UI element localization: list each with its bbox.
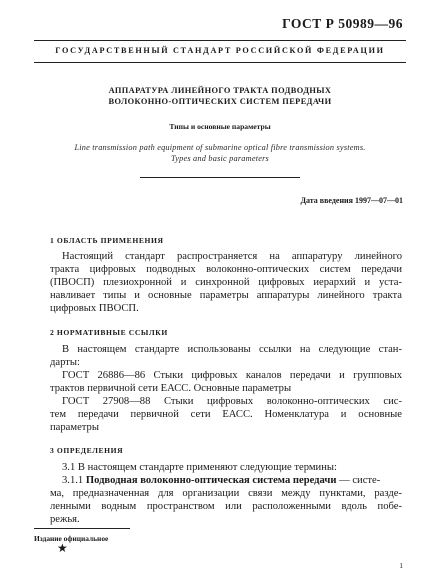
text-line: ленными водным пространством или расположенными вдоль побе- xyxy=(50,501,402,512)
title-line: ВОЛОКОННО-ОПТИЧЕСКИХ СИСТЕМ ПЕРЕДАЧИ xyxy=(108,97,332,106)
section-3-text xyxy=(50,461,402,526)
section-heading: 3 ОПРЕДЕЛЕНИЯ xyxy=(50,446,124,455)
text-line: дарты: xyxy=(50,357,80,368)
text-line: параметры xyxy=(50,422,99,433)
star-icon: ★ xyxy=(57,541,68,555)
text-line: (ПВОСП) плезиохронной и синхронной цифровых иерархий и уста- xyxy=(50,277,402,288)
standard-number: ГОСТ Р 50989—96 xyxy=(282,16,403,31)
text-line: трактов первичной сети ЕАСС. Основные параметры xyxy=(50,383,292,394)
title-rule xyxy=(34,62,406,63)
edition-label: Издание официальное xyxy=(34,534,109,543)
text-line: ГОСТ 26886—86 Стыки цифровых каналов передачи и групповых xyxy=(62,370,402,381)
text-line: режья. xyxy=(50,514,80,525)
title-line: АППАРАТУРА ЛИНЕЙНОГО ТРАКТА ПОДВОДНЫХ xyxy=(108,86,332,95)
text-line: тракта цифровых подводных волоконно-оптических систем передачи xyxy=(50,264,402,275)
section-heading: 2 НОРМАТИВНЫЕ ССЫЛКИ xyxy=(50,328,168,337)
document-title xyxy=(34,85,406,107)
intro-date: Дата введения 1997—07—01 xyxy=(300,196,403,205)
footer-rule xyxy=(34,528,130,529)
english-line: Types and basic parameters xyxy=(171,154,269,163)
text-line: В настоящем стандарте использованы ссылки на следующие стан- xyxy=(62,344,402,355)
document-subtitle: Типы и основные параметры xyxy=(169,122,271,131)
term-line xyxy=(50,474,402,487)
text-line: ГОСТ 27908—88 Стыки цифровых волоконно-оптических сис- xyxy=(62,396,402,407)
english-title xyxy=(34,142,406,164)
text-line: цифровых ПВОСП. xyxy=(50,303,139,314)
term-definition-start: — систе- xyxy=(336,475,381,486)
top-rule xyxy=(34,40,406,41)
english-line: Line transmission path equipment of submarine optical fibre transmission systems. xyxy=(74,143,366,152)
text-line: тем передачи первичной сети ЕАСС. Номенклатура и основные xyxy=(50,409,402,420)
state-standard-title: ГОСУДАРСТВЕННЫЙ СТАНДАРТ РОССИЙСКОЙ ФЕДЕРАЦИИ xyxy=(55,46,385,55)
section-2-text xyxy=(50,343,402,434)
term-name: Подводная волоконно-оптическая система передачи xyxy=(85,475,337,486)
text-line: Настоящий стандарт распространяется на аппаратуру линейного xyxy=(62,251,402,262)
page-number: 1 xyxy=(399,561,403,570)
short-rule xyxy=(140,177,300,178)
section-heading: 1 ОБЛАСТЬ ПРИМЕНЕНИЯ xyxy=(50,236,164,245)
text-line: 3.1 В настоящем стандарте применяют следующие термины: xyxy=(62,462,337,473)
section-1-text xyxy=(50,250,402,315)
text-line: навливает типы и основные параметры аппаратуры линейного тракта xyxy=(50,290,402,301)
term-number: 3.1.1 xyxy=(62,475,84,486)
text-line: ма, предназначенная для организации связи между пунктами, разде- xyxy=(50,488,402,499)
